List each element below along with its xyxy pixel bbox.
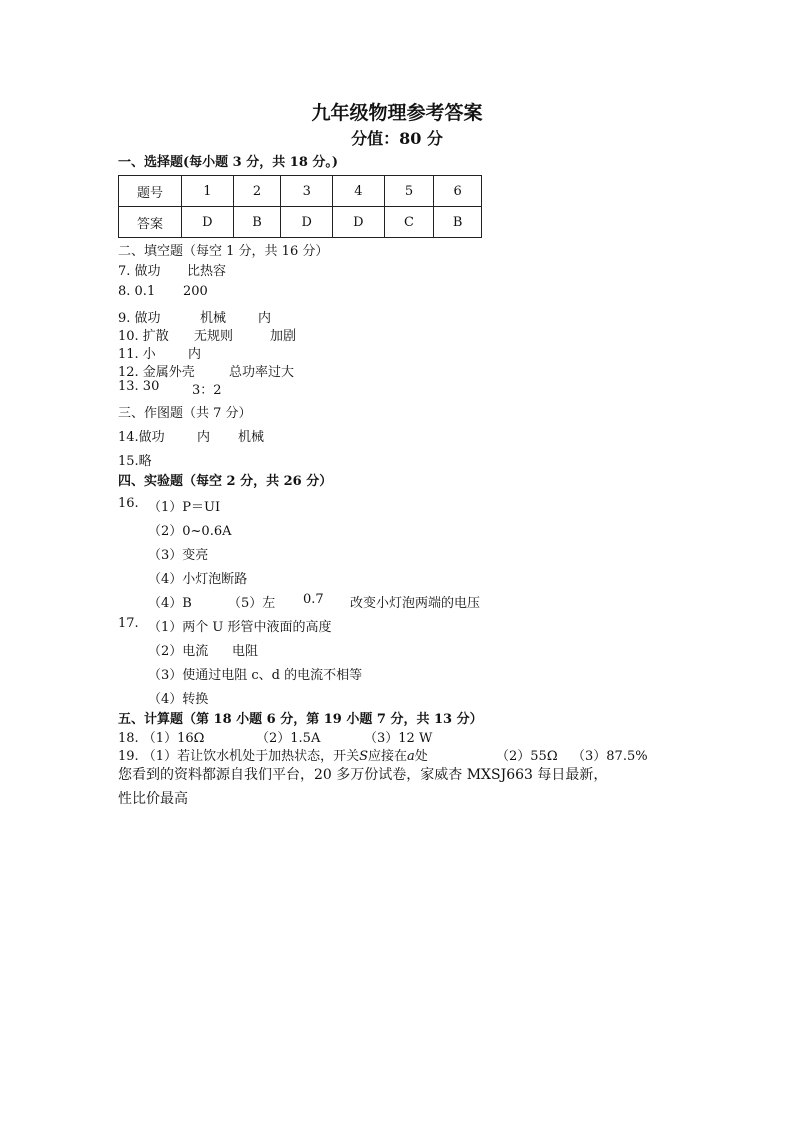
q17-answer-4: （4）转换 xyxy=(148,692,209,707)
section4-heading: 四、实验题（每空 2 分，共 26 分） xyxy=(118,474,333,489)
answer-text: 3：2 xyxy=(192,383,222,398)
table-cell: D xyxy=(182,207,234,238)
answer-text: 机械 xyxy=(238,430,265,445)
q16-answer-1: （1）P＝UI xyxy=(148,500,221,515)
footer-note-line-1: 您看到的资料都源自我们平台，20 多万份试卷，家威杏 MXSJ663 每日最新， xyxy=(118,767,608,783)
answer-text: 改变小灯泡两端的电压 xyxy=(350,596,481,611)
table-cell: 3 xyxy=(281,176,333,207)
answer-line-18 xyxy=(118,727,433,746)
answer-text: （3）87.5% xyxy=(572,749,648,764)
answer-text: 8. 0.1 xyxy=(118,284,156,299)
table-cell: B xyxy=(434,207,482,238)
variable-a: a xyxy=(407,749,415,764)
answer-text: 13. 30 xyxy=(118,379,160,394)
q17-answer-1: （1）两个 U 形管中液面的高度 xyxy=(148,620,332,635)
q17-answer-3: （3）使通过电阻 c、d 的电流不相等 xyxy=(148,668,363,683)
page-subtitle: 分值：80 分 xyxy=(351,129,443,148)
page-title: 九年级物理参考答案 xyxy=(311,102,483,124)
answer-text: 7. 做功 xyxy=(118,264,161,279)
section5-heading: 五、计算题（第 18 小题 6 分，第 19 小题 7 分，共 13 分） xyxy=(118,712,483,727)
q17-answer-2 xyxy=(148,640,259,659)
answer-text: （4）B xyxy=(148,596,192,611)
q16-answer-4: （4）小灯泡断路 xyxy=(148,572,248,587)
answer-text: （2）电流 xyxy=(148,644,209,659)
q16-answer-3: （3）变亮 xyxy=(148,548,209,563)
answer-text: 比热容 xyxy=(187,264,227,279)
answer-line-15 xyxy=(118,450,152,469)
table-cell: 4 xyxy=(333,176,385,207)
answer-line-12 xyxy=(118,361,295,380)
answer-text: （2）1.5A xyxy=(256,731,321,746)
section2-heading: 二、填空题（每空 1 分，共 16 分） xyxy=(118,244,329,259)
answer-text: 9. 做功 xyxy=(118,311,161,326)
answer-text: 处 xyxy=(414,749,428,764)
footer-note-line-2: 性比价最高 xyxy=(118,791,188,807)
answer-text: 内 xyxy=(258,311,272,326)
section1-heading: 一、选择题(每小题 3 分，共 18 分。) xyxy=(118,155,339,170)
answer-text: 应接在 xyxy=(367,749,407,764)
q16-answer-5 xyxy=(148,592,481,611)
answer-line-11 xyxy=(118,343,202,362)
answer-text: 0.7 xyxy=(303,592,324,607)
answer-line-13 xyxy=(118,379,222,398)
row-label-answer: 答案 xyxy=(119,207,182,238)
answer-text: （2）55Ω xyxy=(496,749,558,764)
answer-text: 加剧 xyxy=(270,329,297,344)
answer-text: 无规则 xyxy=(194,329,234,344)
answer-text: （3）12 W xyxy=(364,731,433,746)
variable-s: S xyxy=(359,749,368,764)
question-17-label: 17. xyxy=(118,616,139,631)
answer-text: 内 xyxy=(188,347,202,362)
table-cell: B xyxy=(233,207,281,238)
section3-heading: 三、作图题（共 7 分） xyxy=(118,406,252,421)
answer-text: 12. 金属外壳 xyxy=(118,365,195,380)
answer-text: 14.做功 xyxy=(118,430,165,445)
answer-text: 机械 xyxy=(200,311,227,326)
table-cell: 1 xyxy=(182,176,234,207)
answer-text: 19. （1）若让饮水机处于加热状态，开关 xyxy=(118,749,360,764)
answer-line-14 xyxy=(118,426,265,445)
answer-line-7 xyxy=(118,260,227,279)
table-cell: D xyxy=(281,207,333,238)
answer-line-8 xyxy=(118,284,208,299)
answer-text: （5）左 xyxy=(228,596,276,611)
table-cell: 5 xyxy=(384,176,433,207)
answer-text: 200 xyxy=(183,284,208,299)
answer-text: 11. 小 xyxy=(118,347,156,362)
answer-text: 电阻 xyxy=(232,644,259,659)
row-label-number: 题号 xyxy=(119,176,182,207)
answer-table xyxy=(118,175,482,238)
answer-line-10 xyxy=(118,325,297,344)
answer-text: 18. （1）16Ω xyxy=(118,731,205,746)
answer-text: 内 xyxy=(197,430,211,445)
table-row xyxy=(119,207,482,238)
table-row xyxy=(119,176,482,207)
answer-text: 总功率过大 xyxy=(229,365,295,380)
table-cell: C xyxy=(384,207,433,238)
q16-answer-2: （2）0~0.6A xyxy=(148,524,232,539)
table-cell: 2 xyxy=(233,176,281,207)
table-cell: 6 xyxy=(434,176,482,207)
answer-text: 10. 扩散 xyxy=(118,329,169,344)
answer-text: 15.略 xyxy=(118,454,152,469)
answer-line-19 xyxy=(118,745,648,764)
question-16-label: 16. xyxy=(118,496,139,511)
answer-line-9 xyxy=(118,307,272,326)
table-cell: D xyxy=(333,207,385,238)
